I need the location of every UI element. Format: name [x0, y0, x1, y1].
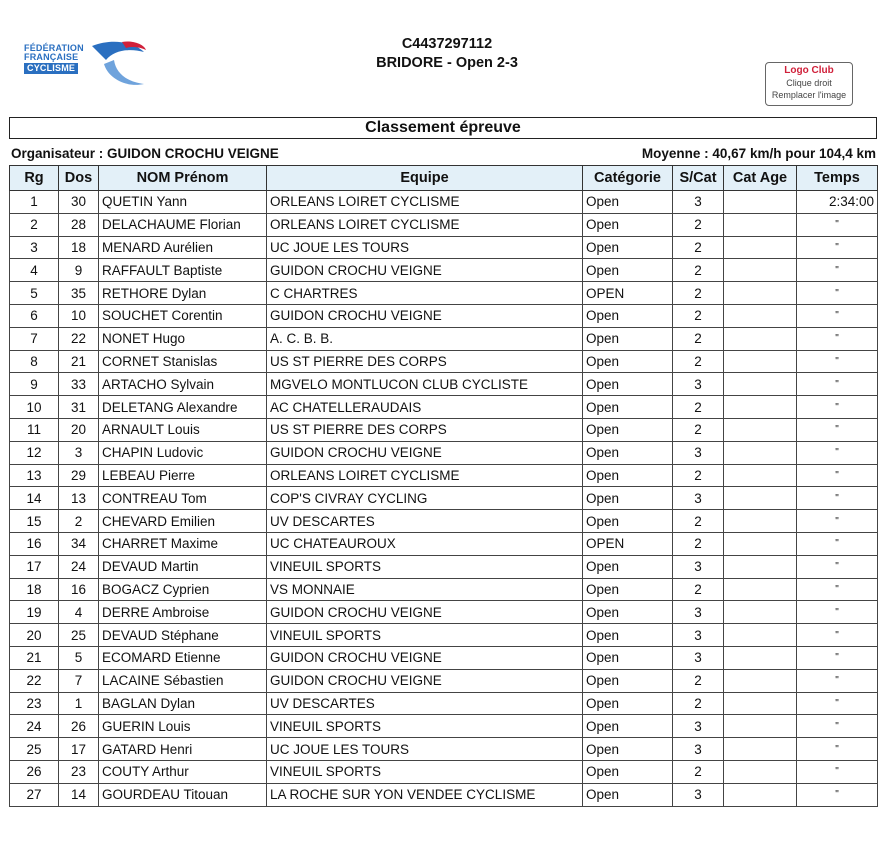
category-cell: Open: [583, 624, 673, 647]
bib-cell: 24: [59, 555, 99, 578]
logo-club-placeholder: [765, 62, 853, 106]
bib-cell: 35: [59, 282, 99, 305]
subcategory-cell: 3: [673, 646, 724, 669]
time-cell: ": [797, 783, 878, 806]
time-cell: ": [797, 350, 878, 373]
event-code: C4437297112: [401, 36, 493, 52]
cat-age-cell: [724, 259, 797, 282]
time-cell: ": [797, 532, 878, 555]
rider-name-cell: DELACHAUME Florian: [99, 213, 267, 236]
event-name: BRIDORE - Open 2-3: [376, 55, 518, 71]
bib-cell: 25: [59, 624, 99, 647]
bib-cell: 17: [59, 738, 99, 761]
table-row: [10, 555, 878, 578]
table-row: [10, 532, 878, 555]
subcategory-cell: 3: [673, 373, 724, 396]
team-cell: US ST PIERRE DES CORPS: [267, 418, 583, 441]
cat-age-cell: [724, 738, 797, 761]
bib-cell: 13: [59, 487, 99, 510]
bib-cell: 33: [59, 373, 99, 396]
rider-name-cell: GOURDEAU Titouan: [99, 783, 267, 806]
bib-cell: 18: [59, 236, 99, 259]
subcategory-cell: 2: [673, 327, 724, 350]
category-cell: Open: [583, 760, 673, 783]
rank-cell: 17: [10, 555, 59, 578]
table-row: [10, 213, 878, 236]
category-cell: Open: [583, 510, 673, 533]
time-cell: ": [797, 304, 878, 327]
category-cell: Open: [583, 259, 673, 282]
ffc-logo-line3: CYCLISME: [24, 63, 78, 74]
col-header-cat-age: Cat Age: [724, 166, 797, 191]
category-cell: Open: [583, 669, 673, 692]
rank-cell: 24: [10, 715, 59, 738]
cat-age-cell: [724, 191, 797, 214]
event-header: [0, 35, 894, 73]
team-cell: LA ROCHE SUR YON VENDEE CYCLISME: [267, 783, 583, 806]
subcategory-cell: 2: [673, 578, 724, 601]
time-cell: ": [797, 373, 878, 396]
time-cell: ": [797, 669, 878, 692]
category-cell: Open: [583, 191, 673, 214]
cat-age-cell: [724, 282, 797, 305]
rank-cell: 22: [10, 669, 59, 692]
table-row: [10, 487, 878, 510]
cat-age-cell: [724, 327, 797, 350]
cat-age-cell: [724, 418, 797, 441]
team-cell: US ST PIERRE DES CORPS: [267, 350, 583, 373]
organisateur: Organisateur : GUIDON CROCHU VEIGNE: [11, 146, 279, 161]
rider-name-cell: RAFFAULT Baptiste: [99, 259, 267, 282]
rider-name-cell: DELETANG Alexandre: [99, 396, 267, 419]
rank-cell: 25: [10, 738, 59, 761]
team-cell: GUIDON CROCHU VEIGNE: [267, 259, 583, 282]
bib-cell: 31: [59, 396, 99, 419]
rank-cell: 19: [10, 601, 59, 624]
table-row: [10, 441, 878, 464]
table-row: [10, 760, 878, 783]
rider-name-cell: LACAINE Sébastien: [99, 669, 267, 692]
moyenne: Moyenne : 40,67 km/h pour 104,4 km: [641, 146, 876, 161]
bib-cell: 28: [59, 213, 99, 236]
category-cell: Open: [583, 350, 673, 373]
time-cell: ": [797, 624, 878, 647]
table-row: [10, 259, 878, 282]
ffc-logo-line2: FRANÇAISE: [24, 52, 79, 62]
rider-name-cell: CONTREAU Tom: [99, 487, 267, 510]
bib-cell: 20: [59, 418, 99, 441]
team-cell: VINEUIL SPORTS: [267, 715, 583, 738]
category-cell: Open: [583, 578, 673, 601]
team-cell: UC CHATEAUROUX: [267, 532, 583, 555]
rank-cell: 26: [10, 760, 59, 783]
time-cell: ": [797, 487, 878, 510]
rank-cell: 16: [10, 532, 59, 555]
table-row: [10, 601, 878, 624]
subcategory-cell: 2: [673, 669, 724, 692]
subcategory-cell: 3: [673, 487, 724, 510]
table-header-row: [10, 166, 878, 191]
table-row: [10, 624, 878, 647]
rider-name-cell: LEBEAU Pierre: [99, 464, 267, 487]
col-header-nom: NOM Prénom: [99, 166, 267, 191]
bib-cell: 10: [59, 304, 99, 327]
bib-cell: 23: [59, 760, 99, 783]
subcategory-cell: 2: [673, 464, 724, 487]
cat-age-cell: [724, 441, 797, 464]
category-cell: Open: [583, 213, 673, 236]
col-header-temps: Temps: [797, 166, 878, 191]
cat-age-cell: [724, 213, 797, 236]
subcategory-cell: 2: [673, 760, 724, 783]
team-cell: UC JOUE LES TOURS: [267, 236, 583, 259]
team-cell: UV DESCARTES: [267, 510, 583, 533]
category-cell: Open: [583, 373, 673, 396]
time-cell: ": [797, 760, 878, 783]
table-row: [10, 327, 878, 350]
subcategory-cell: 3: [673, 624, 724, 647]
cat-age-cell: [724, 555, 797, 578]
table-row: [10, 669, 878, 692]
table-row: [10, 350, 878, 373]
category-cell: Open: [583, 555, 673, 578]
team-cell: GUIDON CROCHU VEIGNE: [267, 601, 583, 624]
rider-name-cell: DEVAUD Stéphane: [99, 624, 267, 647]
logo-club-line1: Clique droit: [786, 78, 832, 88]
rider-name-cell: GUERIN Louis: [99, 715, 267, 738]
rank-cell: 2: [10, 213, 59, 236]
category-cell: Open: [583, 464, 673, 487]
rank-cell: 23: [10, 692, 59, 715]
rank-cell: 27: [10, 783, 59, 806]
bib-cell: 29: [59, 464, 99, 487]
team-cell: GUIDON CROCHU VEIGNE: [267, 304, 583, 327]
cat-age-cell: [724, 692, 797, 715]
cat-age-cell: [724, 464, 797, 487]
rider-name-cell: MENARD Aurélien: [99, 236, 267, 259]
rider-name-cell: GATARD Henri: [99, 738, 267, 761]
subcategory-cell: 2: [673, 236, 724, 259]
subcategory-cell: 3: [673, 783, 724, 806]
time-cell: ": [797, 510, 878, 533]
rider-name-cell: QUETIN Yann: [99, 191, 267, 214]
subcategory-cell: 3: [673, 555, 724, 578]
time-cell: ": [797, 738, 878, 761]
rider-name-cell: CHAPIN Ludovic: [99, 441, 267, 464]
rank-cell: 8: [10, 350, 59, 373]
table-row: [10, 783, 878, 806]
category-cell: Open: [583, 236, 673, 259]
time-cell: ": [797, 692, 878, 715]
table-row: [10, 646, 878, 669]
rider-name-cell: ARNAULT Louis: [99, 418, 267, 441]
table-row: [10, 578, 878, 601]
time-cell: ": [797, 259, 878, 282]
team-cell: VINEUIL SPORTS: [267, 760, 583, 783]
category-cell: Open: [583, 441, 673, 464]
col-header-categorie: Catégorie: [583, 166, 673, 191]
table-row: [10, 464, 878, 487]
cat-age-cell: [724, 601, 797, 624]
rider-name-cell: DEVAUD Martin: [99, 555, 267, 578]
category-cell: Open: [583, 327, 673, 350]
subcategory-cell: 3: [673, 191, 724, 214]
rider-name-cell: CORNET Stanislas: [99, 350, 267, 373]
table-row: [10, 282, 878, 305]
time-cell: ": [797, 327, 878, 350]
table-row: [10, 692, 878, 715]
time-cell: ": [797, 418, 878, 441]
table-row: [10, 510, 878, 533]
subcategory-cell: 2: [673, 692, 724, 715]
col-header-equipe: Equipe: [267, 166, 583, 191]
cat-age-cell: [724, 783, 797, 806]
rider-name-cell: DERRE Ambroise: [99, 601, 267, 624]
subcategory-cell: 2: [673, 259, 724, 282]
rider-name-cell: COUTY Arthur: [99, 760, 267, 783]
time-cell: ": [797, 282, 878, 305]
rider-name-cell: ARTACHO Sylvain: [99, 373, 267, 396]
table-row: [10, 715, 878, 738]
category-cell: OPEN: [583, 532, 673, 555]
bib-cell: 7: [59, 669, 99, 692]
rider-name-cell: RETHORE Dylan: [99, 282, 267, 305]
time-cell: ": [797, 578, 878, 601]
logo-club-title: Logo Club: [784, 65, 834, 76]
bib-cell: 3: [59, 441, 99, 464]
table-row: [10, 396, 878, 419]
category-cell: Open: [583, 304, 673, 327]
cat-age-cell: [724, 487, 797, 510]
category-cell: Open: [583, 783, 673, 806]
table-row: [10, 191, 878, 214]
rank-cell: 21: [10, 646, 59, 669]
rank-cell: 20: [10, 624, 59, 647]
cat-age-cell: [724, 350, 797, 373]
rank-cell: 13: [10, 464, 59, 487]
rank-cell: 15: [10, 510, 59, 533]
rider-name-cell: NONET Hugo: [99, 327, 267, 350]
cat-age-cell: [724, 304, 797, 327]
team-cell: GUIDON CROCHU VEIGNE: [267, 646, 583, 669]
cat-age-cell: [724, 510, 797, 533]
rank-cell: 9: [10, 373, 59, 396]
rank-cell: 1: [10, 191, 59, 214]
time-cell: ": [797, 555, 878, 578]
cat-age-cell: [724, 624, 797, 647]
subcategory-cell: 2: [673, 282, 724, 305]
subcategory-cell: 3: [673, 441, 724, 464]
subcategory-cell: 3: [673, 601, 724, 624]
table-row: [10, 373, 878, 396]
cat-age-cell: [724, 715, 797, 738]
bib-cell: 26: [59, 715, 99, 738]
rank-cell: 7: [10, 327, 59, 350]
bib-cell: 34: [59, 532, 99, 555]
table-row: [10, 236, 878, 259]
category-cell: Open: [583, 646, 673, 669]
category-cell: Open: [583, 396, 673, 419]
table-row: [10, 418, 878, 441]
time-cell: ": [797, 464, 878, 487]
category-cell: Open: [583, 692, 673, 715]
rider-name-cell: SOUCHET Corentin: [99, 304, 267, 327]
rank-cell: 18: [10, 578, 59, 601]
team-cell: VS MONNAIE: [267, 578, 583, 601]
bib-cell: 4: [59, 601, 99, 624]
subcategory-cell: 2: [673, 532, 724, 555]
cat-age-cell: [724, 669, 797, 692]
cat-age-cell: [724, 532, 797, 555]
category-cell: Open: [583, 715, 673, 738]
team-cell: GUIDON CROCHU VEIGNE: [267, 669, 583, 692]
subcategory-cell: 2: [673, 304, 724, 327]
team-cell: UV DESCARTES: [267, 692, 583, 715]
time-cell: ": [797, 396, 878, 419]
team-cell: COP'S CIVRAY CYCLING: [267, 487, 583, 510]
bib-cell: 14: [59, 783, 99, 806]
team-cell: ORLEANS LOIRET CYCLISME: [267, 191, 583, 214]
bib-cell: 5: [59, 646, 99, 669]
bib-cell: 21: [59, 350, 99, 373]
logo-club-line2: Remplacer l'image: [771, 90, 847, 100]
team-cell: VINEUIL SPORTS: [267, 555, 583, 578]
category-cell: Open: [583, 418, 673, 441]
rank-cell: 10: [10, 396, 59, 419]
cat-age-cell: [724, 578, 797, 601]
col-header-scat: S/Cat: [673, 166, 724, 191]
time-cell: ": [797, 646, 878, 669]
subcategory-cell: 2: [673, 510, 724, 533]
subcategory-cell: 2: [673, 213, 724, 236]
col-header-dos: Dos: [59, 166, 99, 191]
subcategory-cell: 2: [673, 418, 724, 441]
bib-cell: 1: [59, 692, 99, 715]
team-cell: GUIDON CROCHU VEIGNE: [267, 441, 583, 464]
team-cell: ORLEANS LOIRET CYCLISME: [267, 464, 583, 487]
rider-name-cell: CHARRET Maxime: [99, 532, 267, 555]
time-cell: 2:34:00: [797, 191, 878, 214]
rank-cell: 4: [10, 259, 59, 282]
rider-name-cell: BOGACZ Cyprien: [99, 578, 267, 601]
category-cell: Open: [583, 487, 673, 510]
team-cell: VINEUIL SPORTS: [267, 624, 583, 647]
cat-age-cell: [724, 396, 797, 419]
time-cell: ": [797, 236, 878, 259]
category-cell: Open: [583, 738, 673, 761]
subcategory-cell: 2: [673, 350, 724, 373]
section-title: Classement épreuve: [9, 117, 877, 139]
table-row: [10, 304, 878, 327]
team-cell: ORLEANS LOIRET CYCLISME: [267, 213, 583, 236]
col-header-rg: Rg: [10, 166, 59, 191]
bib-cell: 22: [59, 327, 99, 350]
team-cell: C CHARTRES: [267, 282, 583, 305]
subcategory-cell: 3: [673, 738, 724, 761]
cat-age-cell: [724, 760, 797, 783]
rank-cell: 3: [10, 236, 59, 259]
rider-name-cell: BAGLAN Dylan: [99, 692, 267, 715]
time-cell: ": [797, 601, 878, 624]
rank-cell: 6: [10, 304, 59, 327]
time-cell: ": [797, 715, 878, 738]
table-row: [10, 738, 878, 761]
cat-age-cell: [724, 373, 797, 396]
rider-name-cell: CHEVARD Emilien: [99, 510, 267, 533]
time-cell: ": [797, 441, 878, 464]
team-cell: A. C. B. B.: [267, 327, 583, 350]
subcategory-cell: 2: [673, 396, 724, 419]
team-cell: AC CHATELLERAUDAIS: [267, 396, 583, 419]
rank-cell: 14: [10, 487, 59, 510]
rank-cell: 12: [10, 441, 59, 464]
bib-cell: 9: [59, 259, 99, 282]
bib-cell: 30: [59, 191, 99, 214]
results-table: [9, 165, 878, 807]
rider-name-cell: ECOMARD Etienne: [99, 646, 267, 669]
category-cell: OPEN: [583, 282, 673, 305]
rank-cell: 11: [10, 418, 59, 441]
time-cell: ": [797, 213, 878, 236]
cat-age-cell: [724, 236, 797, 259]
category-cell: Open: [583, 601, 673, 624]
bib-cell: 2: [59, 510, 99, 533]
team-cell: MGVELO MONTLUCON CLUB CYCLISTE: [267, 373, 583, 396]
subcategory-cell: 3: [673, 715, 724, 738]
rank-cell: 5: [10, 282, 59, 305]
cat-age-cell: [724, 646, 797, 669]
ffc-logo-line1: FÉDÉRATION: [24, 43, 84, 53]
bib-cell: 16: [59, 578, 99, 601]
team-cell: UC JOUE LES TOURS: [267, 738, 583, 761]
